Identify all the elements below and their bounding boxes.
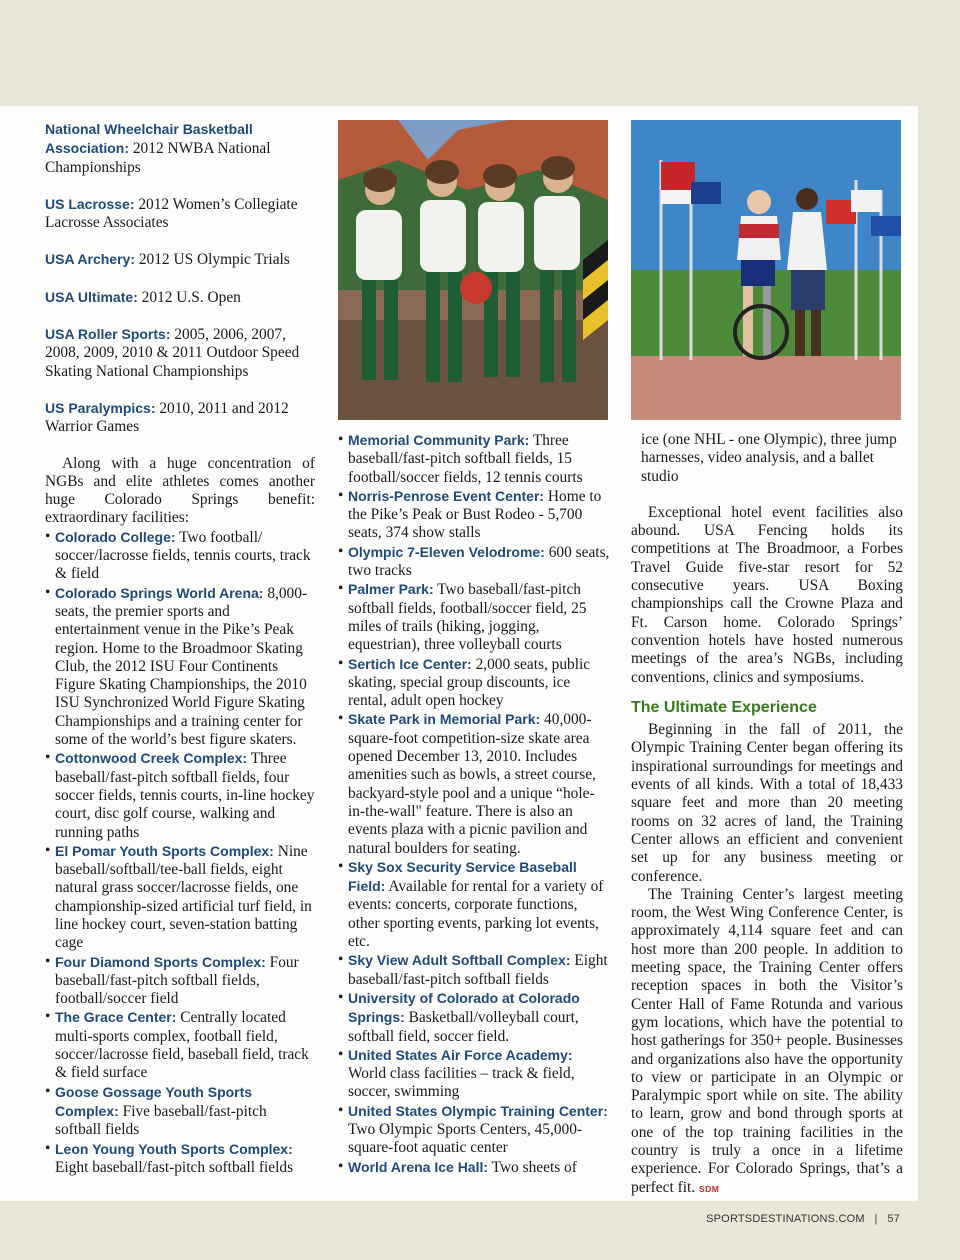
soccer-team-image (338, 120, 608, 420)
facility-item (338, 858, 610, 951)
facility-name: United States Air Force Academy: (348, 1046, 573, 1063)
facility-name: Goose Gossage Youth Sports Complex: (55, 1083, 253, 1119)
facility-name: Four Diamond Sports Complex: (55, 953, 266, 970)
facility-description: Centrally located multi-sports complex, football field, soccer/lacrosse field, baseball field, track & field surface (55, 1009, 309, 1082)
facility-item (45, 1140, 315, 1178)
event-org: US Lacrosse: (45, 195, 135, 212)
event-detail: 2012 U.S. Open (137, 288, 241, 306)
facility-item (45, 1008, 315, 1082)
facility-description: Available for rental for a variety of events: concerts, corporate functions, other sporting events, parking lot events, etc. (348, 878, 604, 951)
facility-description: Three baseball/fast-pitch softball fields, four soccer fields, tennis courts, in-line hockey court, disc golf course, walking and running paths (55, 750, 315, 841)
ultimate-paragraph-1: Beginning in the fall of 2011, the Olympic Training Center began offering its inspirational surroundings for meetings and events of all kinds. With a total of 18,433 square feet and more than 20 meeting rooms on 32 acres of land, the Training Center allows an efficient and convenient set up for any business meeting or conference. (631, 721, 903, 885)
facility-name: World Arena Ice Hall: (348, 1158, 489, 1175)
column-2 (338, 431, 610, 1177)
photo-soccer-players (338, 120, 608, 420)
footer-separator: | (874, 1213, 878, 1225)
page-number: 57 (887, 1213, 900, 1225)
facility-description: Four baseball/fast-pitch softball fields, football/soccer field (55, 953, 299, 1008)
facility-item (338, 431, 610, 487)
facility-description: 2,000 seats, public skating, special group discounts, ice rental, adult open hockey (348, 655, 591, 710)
intro-paragraph: Along with a huge concentration of NGBs and elite athletes comes another huge Colorado Springs benefit: extraordinary facilities: (45, 454, 315, 527)
event-entry (45, 195, 315, 233)
facility-description: 8,000-seats, the premier sports and entertainment venue in the Pike’s Peak region. Home to the Broadmoor Skating Club, the 2012 ISU Four Continents Figure Skating Championships, the 2010 ISU Synchronized World Figure Skating Championships and a training center for some of the world’s best figure skaters. (55, 584, 308, 749)
facility-name: Sertich Ice Center: (348, 655, 472, 672)
facility-item (338, 487, 610, 543)
facility-item (338, 1046, 610, 1102)
facility-name: Palmer Park: (348, 581, 434, 598)
event-detail: 2012 Women’s Collegiate Lacrosse Associates (45, 195, 298, 232)
facility-name: University of Colorado at Colorado Springs: (348, 989, 580, 1026)
facility-name: Colorado College: (55, 528, 176, 545)
event-org: USA Archery: (45, 251, 135, 268)
event-entry (45, 120, 315, 177)
event-org: National Wheelchair Basketball Association: (45, 121, 253, 157)
facility-description: Eight baseball/fast-pitch softball fields (348, 952, 608, 988)
ultimate-paragraph-2 (631, 886, 903, 1198)
facility-item (338, 710, 610, 857)
footer-site[interactable]: SPORTSDESTINATIONS.COM (706, 1213, 865, 1225)
facility-item (338, 951, 610, 989)
event-entry (45, 399, 315, 437)
facility-name: Sky Sox Security Service Baseball Field: (348, 858, 577, 895)
event-org: US Paralympics: (45, 399, 156, 416)
facility-item (338, 580, 610, 654)
facility-item (338, 655, 610, 711)
facility-description: 40,000-square-foot competition-size skate area opened December 13, 2010. Includes amenities such as bowls, a street course, backyard-style pool and a unique “hole-in-the-wall" feature. There is also an events plaza with a picnic pavilion and natural boulders for seating. (348, 711, 596, 857)
facility-name: The Grace Center: (55, 1009, 177, 1026)
section-subhead: The Ultimate Experience (631, 698, 817, 716)
facility-name: El Pomar Youth Sports Complex: (55, 842, 274, 859)
facility-description: Two sheets of (488, 1158, 577, 1176)
facility-description: 600 seats, two tracks (348, 543, 610, 580)
facility-description: Basketball/volleyball court, softball field, soccer field. (348, 1009, 579, 1045)
facilities-list-2 (338, 431, 610, 1177)
event-org: USA Ultimate: (45, 288, 138, 305)
footer-bar (0, 1201, 960, 1260)
photo-cyclist-flags (631, 120, 901, 420)
event-entry (45, 250, 315, 269)
event-detail: 2012 NWBA National Championships (45, 140, 271, 176)
event-detail: 2005, 2006, 2007, 2008, 2009, 2010 & 2011 Outdoor Speed Skating National Championships (45, 326, 300, 380)
facility-item (338, 989, 610, 1046)
hotel-paragraph: Exceptional hotel event facilities also abound. USA Fencing holds its competitions at The Broadmoor, a Forbes Travel Guide five-star resort for 52 consecutive years. USA Boxing championships call the Crowne Plaza and Ft. Carson home. Colorado Springs’ convention hotels have hosted numerous meetings of the area’s NGBs, including conventions, clinics and symposiums. (631, 503, 903, 686)
facility-description: Three baseball/fast-pitch softball fields, 15 football/soccer fields, 12 tennis courts (348, 432, 583, 486)
facility-description: World class facilities – track & field, soccer, swimming (348, 1065, 575, 1101)
ultimate-paragraph-2-text: The Training Center’s largest meeting room, the West Wing Conference Center, is approximately 4,114 square feet and can host more than 200 people. In addition to meeting space, the Training Center offers reception spaces in both the Visitor’s Center Hall of Fame Rotunda and various gym locations, which have the potential to host gatherings for 350+ people. Businesses and organizations also have the opportunity to view or participate in an Olympic or Paralympic sport while on site. The ability to learn, grow and bond through sports at one of the top training facilities in the country is truly a once in a lifetime experience. For Colorado Springs, that’s a perfect fit. (631, 885, 903, 1196)
facility-name: Colorado Springs World Arena: (55, 584, 264, 601)
column-3 (631, 431, 903, 1198)
facility-description: Five baseball/fast-pitch softball fields (55, 1102, 267, 1139)
continuation-text: ice (one NHL - one Olympic), three jump harnesses, video analysis, and a ballet studio (641, 431, 897, 485)
facility-name: Norris-Penrose Event Center: (348, 487, 545, 504)
facilities-list-1 (45, 528, 315, 1177)
facility-description: Two baseball/fast-pitch softball fields, football/soccer field, 25 miles of trails (hiking, jogging, equestrian), three volleyball courts (348, 581, 587, 654)
column-1 (45, 120, 315, 1177)
facility-description: Home to the Pike’s Peak or Bust Rodeo - 5,700 seats, 374 show stalls (348, 487, 602, 542)
event-org: USA Roller Sports: (45, 326, 171, 343)
facility-name: Sky View Adult Softball Complex: (348, 952, 571, 969)
facility-item (45, 528, 315, 584)
event-detail: 2012 US Olympic Trials (135, 251, 290, 269)
event-entry (45, 325, 315, 381)
facility-item (338, 1158, 610, 1177)
facility-item (45, 953, 315, 1009)
facility-description: Two Olympic Sports Centers, 45,000-square-foot aquatic center (348, 1120, 583, 1157)
facility-item (45, 842, 315, 953)
cyclist-image (631, 120, 901, 420)
event-entry (45, 288, 315, 307)
facility-description: Two football/ soccer/lacrosse fields, tennis courts, track & field (55, 528, 311, 583)
page-footer (706, 1213, 900, 1225)
events-list (45, 120, 315, 437)
facility-item (45, 584, 315, 750)
facility-description: Eight baseball/fast-pitch softball fields (55, 1158, 294, 1176)
facility-item (338, 543, 610, 581)
facility-name: Leon Young Youth Sports Complex: (55, 1140, 293, 1157)
facility-name: Cottonwood Creek Complex: (55, 750, 248, 767)
facility-name: Olympic 7-Eleven Velodrome: (348, 543, 545, 560)
facility-item (338, 1102, 610, 1158)
event-detail: 2010, 2011 and 2012 Warrior Games (45, 399, 289, 436)
facility-item (45, 749, 315, 841)
facility-name: United States Olympic Training Center: (348, 1102, 608, 1119)
end-mark-logo: SDM (698, 1183, 720, 1194)
facility-item (45, 1083, 315, 1140)
facility-name: Memorial Community Park: (348, 432, 530, 448)
facility-name: Skate Park in Memorial Park: (348, 711, 541, 728)
facility-description: Nine baseball/softball/tee-ball fields, eight natural grass soccer/lacrosse fields, one championship-sized artificial turf field, in line hockey court, seven-station batting cage (55, 842, 312, 952)
